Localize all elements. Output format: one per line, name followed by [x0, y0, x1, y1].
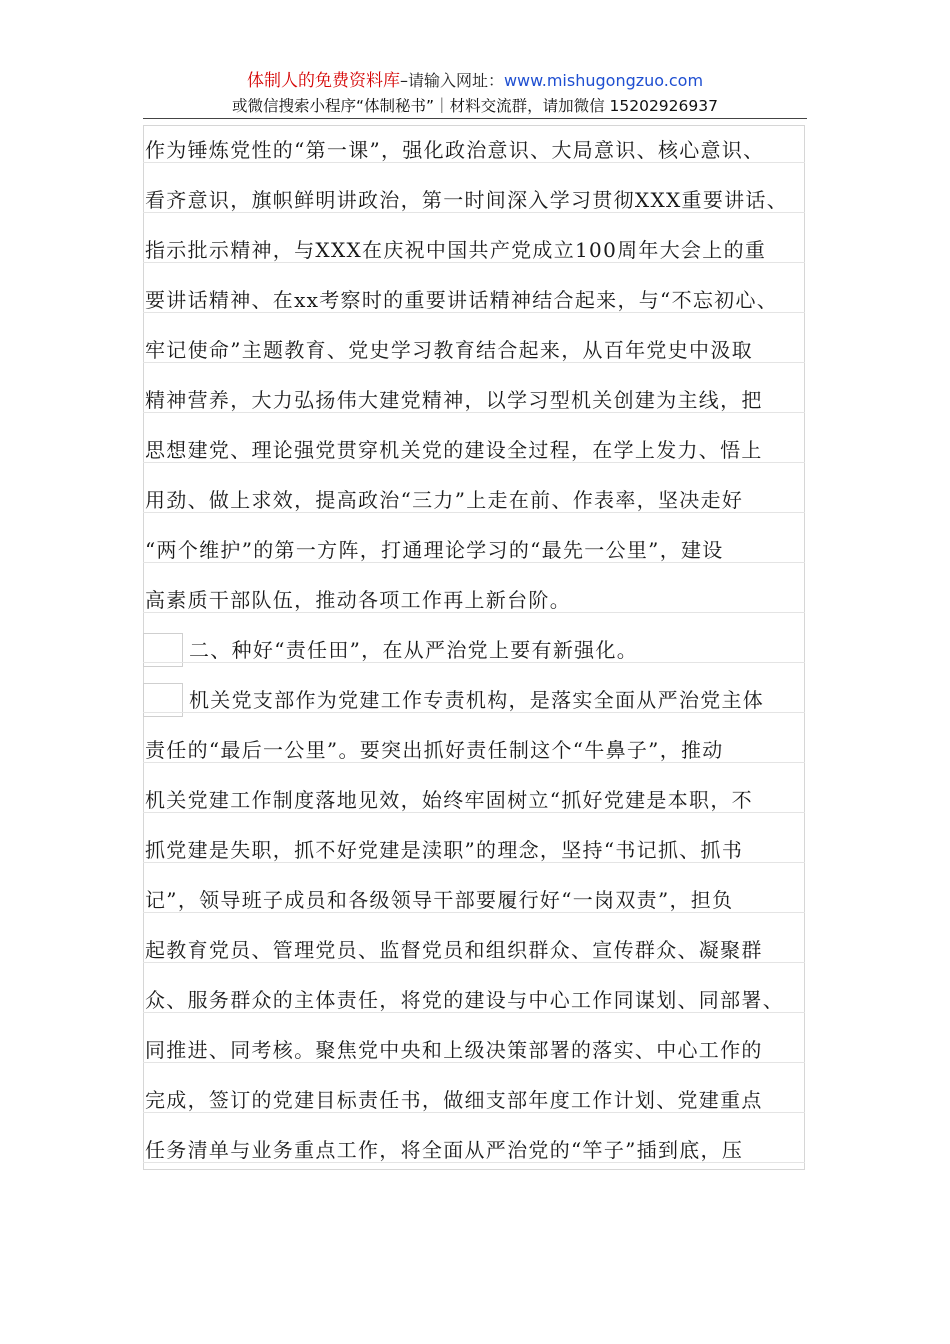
text-line: 记”，领导班子成员和各级领导干部要履行好“一岗双责”，担负: [145, 875, 805, 925]
text-line: 指示批示精神，与XXX在庆祝中国共产党成立100周年大会上的重: [145, 225, 805, 275]
paragraph-start: 机关党支部作为党建工作专责机构，是落实全面从严治党主体: [145, 675, 805, 725]
website-link[interactable]: www.mishugongzuo.com: [503, 71, 704, 90]
text-line: 任务清单与业务重点工作，将全面从严治党的“竿子”插到底，压: [145, 1125, 805, 1175]
text-line: 完成，签订的党建目标责任书，做细支部年度工作计划、党建重点: [145, 1075, 805, 1125]
text-line: 机关党建工作制度落地见效，始终牢固树立“抓好党建是本职，不: [145, 775, 805, 825]
header-line-1: [0, 68, 950, 94]
header-divider: [143, 118, 807, 119]
text-line: 作为锤炼党性的“第一课”，强化政治意识、大局意识、核心意识、: [145, 125, 805, 175]
text-line: 责任的“最后一公里”。要突出抓好责任制这个“牛鼻子”，推动: [145, 725, 805, 775]
text-line: 看齐意识，旗帜鲜明讲政治，第一时间深入学习贯彻XXX重要讲话、: [145, 175, 805, 225]
header-line-2: 或微信搜索小程序“体制秘书”｜材料交流群，请加微信 15202926937: [232, 97, 718, 115]
text-line: 用劲、做上求效，提高政治“三力”上走在前、作表率，坚决走好: [145, 475, 805, 525]
section-heading: 二、种好“责任田”，在从严治党上要有新强化。: [145, 625, 805, 675]
text-line: 精神营养，大力弘扬伟大建党精神，以学习型机关创建为主线，把: [145, 375, 805, 425]
text-line: 牢记使命”主题教育、党史学习教育结合起来，从百年党史中汲取: [145, 325, 805, 375]
text-line: 高素质干部队伍，推动各项工作再上新台阶。: [145, 575, 805, 625]
text-line: 要讲话精神、在xx考察时的重要讲话精神结合起来，与“不忘初心、: [145, 275, 805, 325]
text-line: 起教育党员、管理党员、监督党员和组织群众、宣传群众、凝聚群: [145, 925, 805, 975]
text-line: “两个维护”的第一方阵，打通理论学习的“最先一公里”，建设: [145, 525, 805, 575]
text-line: 抓党建是失职，抓不好党建是渎职”的理念，坚持“书记抓、抓书: [145, 825, 805, 875]
text-line: 众、服务群众的主体责任，将党的建设与中心工作同谋划、同部署、: [145, 975, 805, 1025]
text-line: 同推进、同考核。聚焦党中央和上级决策部署的落实、中心工作的: [145, 1025, 805, 1075]
page-header: [0, 68, 950, 118]
brand-title: 体制人的免费资料库: [246, 71, 400, 91]
text-line: 思想建党、理论强党贯穿机关党的建设全过程，在学上发力、悟上: [145, 425, 805, 475]
document-body: [145, 125, 805, 1175]
url-prompt: –请输入网址：: [399, 71, 504, 90]
